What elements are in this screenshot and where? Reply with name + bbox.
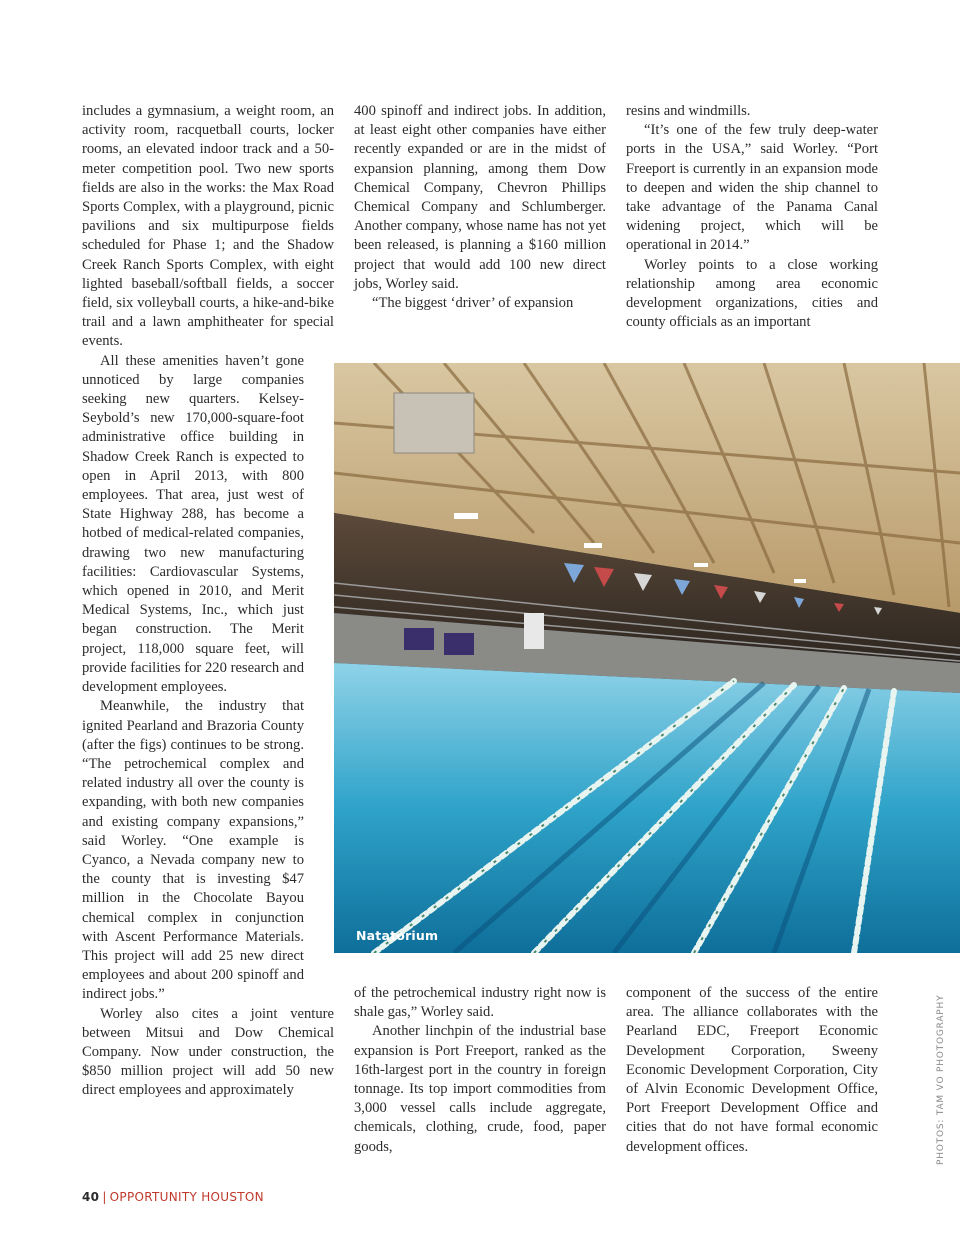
magazine-name: OPPORTUNITY HOUSTON xyxy=(109,1190,264,1204)
article-column-2-top xyxy=(354,102,606,313)
paragraph: resins and windmills. xyxy=(626,103,751,119)
paragraph: “It’s one of the few truly deep-water ports in the USA,” said Worley. “Port Freeport is currently in an expansion mode to deepen and widen the ship channel to take advantage of the Panama Canal widening project, which will be operational in 2014.” xyxy=(626,122,878,254)
article-column-3-bottom xyxy=(626,984,878,1157)
page-number: 40 xyxy=(82,1190,100,1204)
paragraph: All these amenities haven’t gone unnoticed by large companies seeking new quarters. Kelsey-Seybold’s new 170,000-square-foot administrative office building in Shadow Creek Ranch is expected to open in April 2013, with 800 employees. That area, just west of State Highway 288, has become a hotbed of medical-related companies, drawing two new manufacturing facilities: Cardiovascular Systems, which opened in 2010, and Merit Medical Systems, Inc., which just began construction. The Merit project, 118,000 square feet, will provide facilities for 220 research and development employees. xyxy=(82,352,304,696)
natatorium-photo xyxy=(334,363,960,953)
article-column-3-top xyxy=(626,102,878,332)
paragraph: includes a gymnasium, a weight room, an activity room, racquetball courts, locker rooms, an elevated indoor track and a 50-meter competition pool. Two new sports fields are also in the works: the Max Road Sports Complex, with a playground, picnic pavilions and six multipurpose fields scheduled for Phase 1; and the Shadow Creek Ranch Sports Complex, with eight lighted baseball/softball fields, a soccer field, six volleyball courts, a hike-and-bike trail and a lawn amphitheater for special events. xyxy=(82,103,334,350)
paragraph: Worley points to a close working relationship among area economic development organizations, cities and county officials as an important xyxy=(626,256,878,331)
photo-credit-text: PHOTOS: TAM VO PHOTOGRAPHY xyxy=(936,994,946,1165)
photo-credit xyxy=(924,994,946,1165)
paragraph: Worley also cites a joint venture between Mitsui and Dow Chemical Company. Now under construction, the $850 million project will add 50 new direct employees and approximately xyxy=(82,1005,334,1099)
paragraph: of the petrochemical industry right now is shale gas,” Worley said. xyxy=(354,985,606,1021)
article-column-1 xyxy=(82,102,334,1101)
paragraph: 400 spinoff and indirect jobs. In addition, at least eight other companies have either recently expanded or are in the midst of expansion planning, among them Dow Chemical Company, Chevron Phillips Chemical Company and Schlumberger. Another company, whose name has not yet been released, is planning a $160 million project that would add 100 new direct jobs, Worley said. xyxy=(354,103,606,292)
footer-separator: | xyxy=(102,1190,107,1204)
paragraph: “The biggest ‘driver’ of expansion xyxy=(372,295,574,312)
paragraph: Another linchpin of the industrial base expansion is Port Freeport, ranked as the 16th-largest port in the country in foreign tonnage. Its top import commodities from 3,000 vessel calls include aggregate, chemicals, clothing, crude, food, paper goods, xyxy=(354,1023,606,1155)
paragraph: Meanwhile, the industry that ignited Pearland and Brazoria County (after the figs) continues to be strong. “The petrochemical complex and related industry all over the county is expanding, with both new companies and existing company expansions,” said Worley. “One example is Cyanco, a Nevada company new to the county that is investing $47 million in the Chocolate Bayou chemical complex in conjunction with Ascent Performance Materials. This project will add 25 new direct employees and about 200 spinoff and indirect jobs.” xyxy=(82,698,304,1003)
pool-illustration xyxy=(334,363,960,953)
article-column-2-bottom xyxy=(354,984,606,1157)
page-footer xyxy=(82,1190,264,1204)
photo-caption: Natatorium xyxy=(356,928,439,943)
paragraph: component of the success of the entire area. The alliance collaborates with the Pearland EDC, Freeport Economic Development Corporation, Sweeny Economic Development Corporation, City of Alvin Economic Development Office, Port Freeport Development Office and cities that do not have formal economic development offices. xyxy=(626,985,878,1155)
